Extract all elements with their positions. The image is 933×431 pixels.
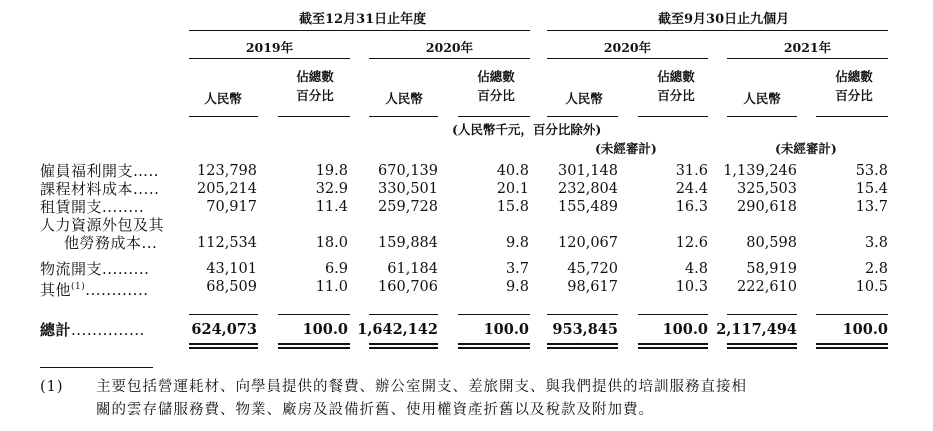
pct-value: 32.9	[315, 181, 348, 197]
pct-value: 12.6	[675, 235, 708, 251]
rmb-value: 301,148	[558, 163, 618, 179]
subtotal-rule	[727, 314, 797, 315]
row-label-text: 租賃開支	[40, 198, 103, 216]
pct-value: 2.8	[864, 261, 888, 277]
rmb-value: 325,503	[737, 181, 797, 197]
rmb-value: 670,139	[378, 163, 438, 179]
total-pct-value: 100.0	[302, 321, 348, 338]
header-rule	[727, 116, 797, 117]
total-pct-value: 100.0	[842, 321, 888, 338]
pct-value: 16.3	[675, 199, 708, 215]
row-label	[40, 161, 159, 181]
header-rule	[547, 116, 618, 117]
pct-header	[282, 67, 348, 105]
footnote-line2: 關的雲存儲服務費、物業、廠房及設備折舊、使用權資產折舊以及稅款及附加費。	[96, 402, 654, 418]
row-label: 人力資源外包及其	[40, 216, 165, 234]
subtotal-rule	[369, 314, 438, 315]
subtotal-rule	[189, 314, 258, 315]
pct-value: 19.8	[315, 163, 348, 179]
footnote-rule	[40, 367, 153, 368]
leader-dots: ............	[85, 281, 149, 299]
row-label	[40, 277, 148, 300]
total-double-rule	[547, 343, 618, 345]
pct-value: 11.4	[315, 199, 348, 215]
total-double-rule	[278, 347, 350, 349]
rmb-header: 人民幣	[743, 91, 781, 106]
year-header: 2020年	[425, 40, 474, 55]
rmb-value: 155,489	[558, 199, 618, 215]
row-label-text: 他勞務成本	[64, 234, 142, 252]
pct-value: 18.0	[315, 235, 348, 251]
rmb-value: 160,706	[378, 279, 438, 295]
pct-value: 31.6	[675, 163, 708, 179]
subtotal-rule	[816, 314, 888, 315]
row-label	[40, 197, 144, 217]
total-double-rule	[458, 347, 530, 349]
leader-dots: .....	[133, 180, 160, 198]
pct-value: 20.1	[496, 181, 529, 197]
pct-value: 6.9	[324, 261, 348, 277]
total-label	[40, 320, 145, 340]
pct-header-line1: 佔總數	[477, 69, 515, 84]
rmb-value: 222,610	[737, 279, 797, 295]
header-rule	[458, 116, 530, 117]
rmb-header: 人民幣	[385, 91, 423, 106]
row-label-text: 僱員福利開支	[40, 162, 134, 180]
pct-value: 53.8	[855, 163, 888, 179]
unit-note: (人民幣千元，百分比除外)	[452, 122, 602, 137]
total-double-rule	[458, 343, 530, 345]
pct-header-line2: 百分比	[296, 88, 334, 103]
rmb-value: 70,917	[206, 199, 257, 215]
leader-dots: ........	[102, 198, 145, 216]
rmb-value: 259,728	[378, 199, 438, 215]
rmb-header: 人民幣	[565, 91, 603, 106]
group-header-nine-months: 截至9月30日止九個月	[658, 12, 790, 27]
unaudited-note: (未經審計)	[775, 141, 837, 156]
pct-value: 10.3	[675, 279, 708, 295]
leader-dots: ..............	[71, 321, 145, 339]
year-header: 2021年	[783, 40, 832, 55]
rmb-value: 120,067	[558, 235, 618, 251]
row-label-text: 課程材料成本	[40, 180, 134, 198]
pct-header-line2: 百分比	[835, 88, 873, 103]
rmb-value: 61,184	[387, 261, 438, 277]
header-rule	[189, 116, 258, 117]
footnote-marker: (1)	[40, 379, 64, 395]
pct-value: 9.8	[505, 235, 529, 251]
total-label-text: 總計	[40, 321, 72, 339]
footnote-ref: (1)	[71, 282, 86, 292]
rmb-value: 232,804	[558, 181, 618, 197]
rmb-value: 58,919	[746, 261, 797, 277]
rmb-value: 159,884	[378, 235, 438, 251]
rmb-value: 330,501	[378, 181, 438, 197]
total-double-rule	[278, 343, 350, 345]
leader-dots: .........	[102, 260, 150, 278]
total-pct-value: 100.0	[662, 321, 708, 338]
pct-header	[643, 67, 709, 105]
pct-value: 3.7	[505, 261, 529, 277]
pct-header-line1: 佔總數	[835, 69, 873, 84]
rmb-value: 98,617	[567, 279, 618, 295]
row-label-text: 物流開支	[40, 260, 103, 278]
pct-header-line2: 百分比	[477, 88, 515, 103]
year-rule	[547, 58, 708, 59]
pct-value: 40.8	[496, 163, 529, 179]
row-label-text: 其他	[40, 281, 72, 299]
row-label	[40, 259, 149, 279]
rmb-value: 80,598	[746, 235, 797, 251]
total-double-rule	[816, 343, 888, 345]
pct-value: 15.4	[855, 181, 888, 197]
unaudited-note: (未經審計)	[595, 141, 657, 156]
year-rule	[727, 58, 888, 59]
footnote-line1: 主要包括營運耗材、向學員提供的餐費、辦公室開支、差旅開支、與我們提供的培訓服務直接相	[96, 379, 747, 395]
pct-value: 9.8	[505, 279, 529, 295]
pct-value: 13.7	[855, 199, 888, 215]
rmb-header: 人民幣	[204, 91, 242, 106]
rmb-value: 43,101	[206, 261, 257, 277]
total-rmb-value: 624,073	[191, 321, 257, 338]
subtotal-rule	[278, 314, 350, 315]
total-double-rule	[369, 343, 438, 345]
group-rule-annual	[189, 30, 530, 31]
subtotal-rule	[458, 314, 530, 315]
pct-header	[463, 67, 529, 105]
pct-value: 3.8	[864, 235, 888, 251]
pct-value: 10.5	[855, 279, 888, 295]
header-rule	[369, 116, 438, 117]
rmb-value: 205,214	[197, 181, 257, 197]
total-double-rule	[816, 347, 888, 349]
pct-value: 4.8	[684, 261, 708, 277]
total-double-rule	[547, 347, 618, 349]
total-double-rule	[189, 347, 258, 349]
subtotal-rule	[547, 314, 618, 315]
total-double-rule	[189, 343, 258, 345]
subtotal-rule	[638, 314, 708, 315]
header-rule	[278, 116, 350, 117]
rmb-value: 123,798	[197, 163, 257, 179]
year-header: 2019年	[245, 40, 294, 55]
year-rule	[189, 58, 350, 59]
row-label	[64, 233, 157, 253]
pct-header-line2: 百分比	[657, 88, 695, 103]
year-rule	[369, 58, 530, 59]
year-header: 2020年	[603, 40, 652, 55]
total-double-rule	[727, 347, 797, 349]
pct-header-line1: 佔總數	[657, 69, 695, 84]
rmb-value: 290,618	[737, 199, 797, 215]
leader-dots: …..	[133, 162, 160, 180]
rmb-value: 45,720	[567, 261, 618, 277]
pct-value: 11.0	[315, 279, 348, 295]
total-double-rule	[638, 343, 708, 345]
pct-header-line1: 佔總數	[296, 69, 334, 84]
rmb-value: 112,534	[197, 235, 257, 251]
row-label	[40, 179, 159, 199]
total-pct-value: 100.0	[483, 321, 529, 338]
leader-dots: ...	[141, 234, 158, 252]
header-rule	[638, 116, 708, 117]
total-rmb-value: 1,642,142	[357, 321, 438, 338]
total-double-rule	[727, 343, 797, 345]
group-header-annual: 截至12月31日止年度	[299, 12, 427, 27]
total-rmb-value: 953,845	[552, 321, 618, 338]
group-rule-nine-months	[547, 30, 888, 31]
pct-value: 24.4	[675, 181, 708, 197]
rmb-value: 68,509	[206, 279, 257, 295]
pct-value: 15.8	[496, 199, 529, 215]
header-rule	[816, 116, 888, 117]
pct-header	[821, 67, 887, 105]
total-rmb-value: 2,117,494	[716, 321, 797, 338]
total-double-rule	[638, 347, 708, 349]
rmb-value: 1,139,246	[723, 163, 797, 179]
total-double-rule	[369, 347, 438, 349]
